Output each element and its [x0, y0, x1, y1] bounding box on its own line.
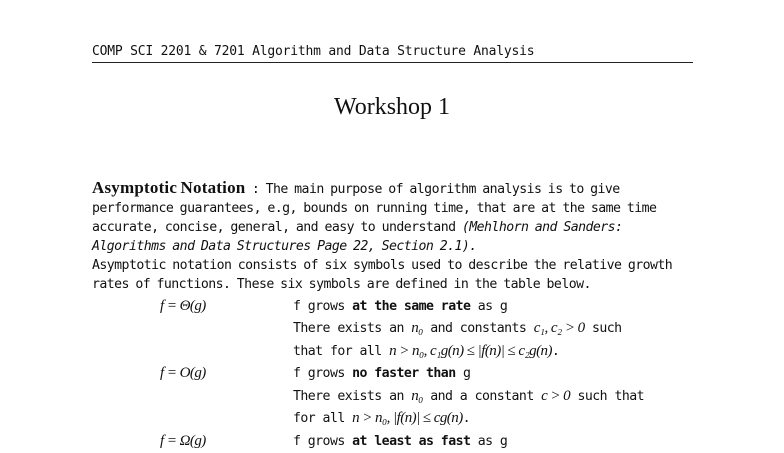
- definition-detail-row: [160, 318, 680, 341]
- growth-bold: at the same rate: [352, 298, 471, 314]
- growth-suffix: g: [455, 366, 471, 382]
- detail-text: .: [551, 343, 560, 359]
- definition-detail: [293, 388, 680, 405]
- detail-text: such: [584, 321, 622, 337]
- detail-text: such that: [570, 388, 645, 404]
- definition-detail-row: [160, 385, 680, 408]
- header-rule: [92, 62, 693, 63]
- detail-math: n₀: [411, 320, 423, 337]
- definition-symbol: f = Θ(g): [160, 297, 206, 314]
- detail-text: and a constant: [422, 388, 542, 404]
- heading-separator: :: [245, 182, 266, 197]
- detail-math: n > n₀, |f(n)| ≤ cg(n): [352, 410, 463, 427]
- definition-row: [160, 295, 680, 318]
- page-title: Workshop 1: [333, 94, 451, 120]
- detail-text: and constants: [422, 321, 534, 337]
- definition-detail: [293, 343, 680, 360]
- definition-growth: [293, 366, 680, 381]
- growth-suffix: as g: [470, 298, 508, 314]
- detail-math: n > n₀, c₁g(n) ≤ |f(n)| ≤ c₂g(n): [389, 342, 552, 359]
- growth-prefix: f grows: [293, 433, 353, 449]
- detail-text: There exists an: [293, 321, 412, 337]
- citation: (Mehlhorn and Sanders: Algorithms and Data Structures Page 22, Section 2.1).: [92, 220, 623, 254]
- definition-growth: [293, 299, 680, 314]
- definition-row: [160, 430, 680, 453]
- definitions-table: [160, 295, 680, 453]
- detail-math: c > 0: [541, 387, 571, 404]
- growth-bold: no faster than: [352, 366, 456, 382]
- definition-growth: [293, 434, 680, 449]
- definition-detail-row: [160, 408, 680, 431]
- growth-prefix: f grows: [293, 366, 353, 382]
- definition-row: [160, 363, 680, 386]
- intro-text: The main purpose of algorithm analysis is to give performance guarantees, e.g, bounds on running time, that are at the same time accurate, concise, general, and easy to understand: [92, 182, 657, 235]
- section-heading: Asymptotic Notation: [92, 178, 246, 197]
- detail-math: c₁, c₂ > 0: [533, 320, 585, 337]
- detail-text: that for all: [293, 343, 390, 359]
- definition-symbol: f = Ω(g): [160, 432, 206, 449]
- course-header: COMP SCI 2201 & 7201 Algorithm and Data Structure Analysis: [92, 44, 535, 59]
- detail-text: .: [462, 411, 471, 427]
- intro-text-2: Asymptotic notation consists of six symbols used to describe the relative growth rates of functions. These six symbols are defined in the table below.: [92, 258, 673, 292]
- detail-text: for all: [293, 411, 353, 427]
- growth-suffix: as g: [470, 433, 508, 449]
- definition-symbol: f = O(g): [160, 365, 206, 382]
- detail-math: n₀: [411, 387, 423, 404]
- definition-detail: [293, 410, 680, 427]
- definition-detail: [293, 320, 680, 337]
- definition-detail-row: [160, 340, 680, 363]
- growth-prefix: f grows: [293, 298, 353, 314]
- detail-text: There exists an: [293, 388, 412, 404]
- intro-paragraph: [92, 178, 693, 294]
- growth-bold: at least as fast: [352, 433, 471, 449]
